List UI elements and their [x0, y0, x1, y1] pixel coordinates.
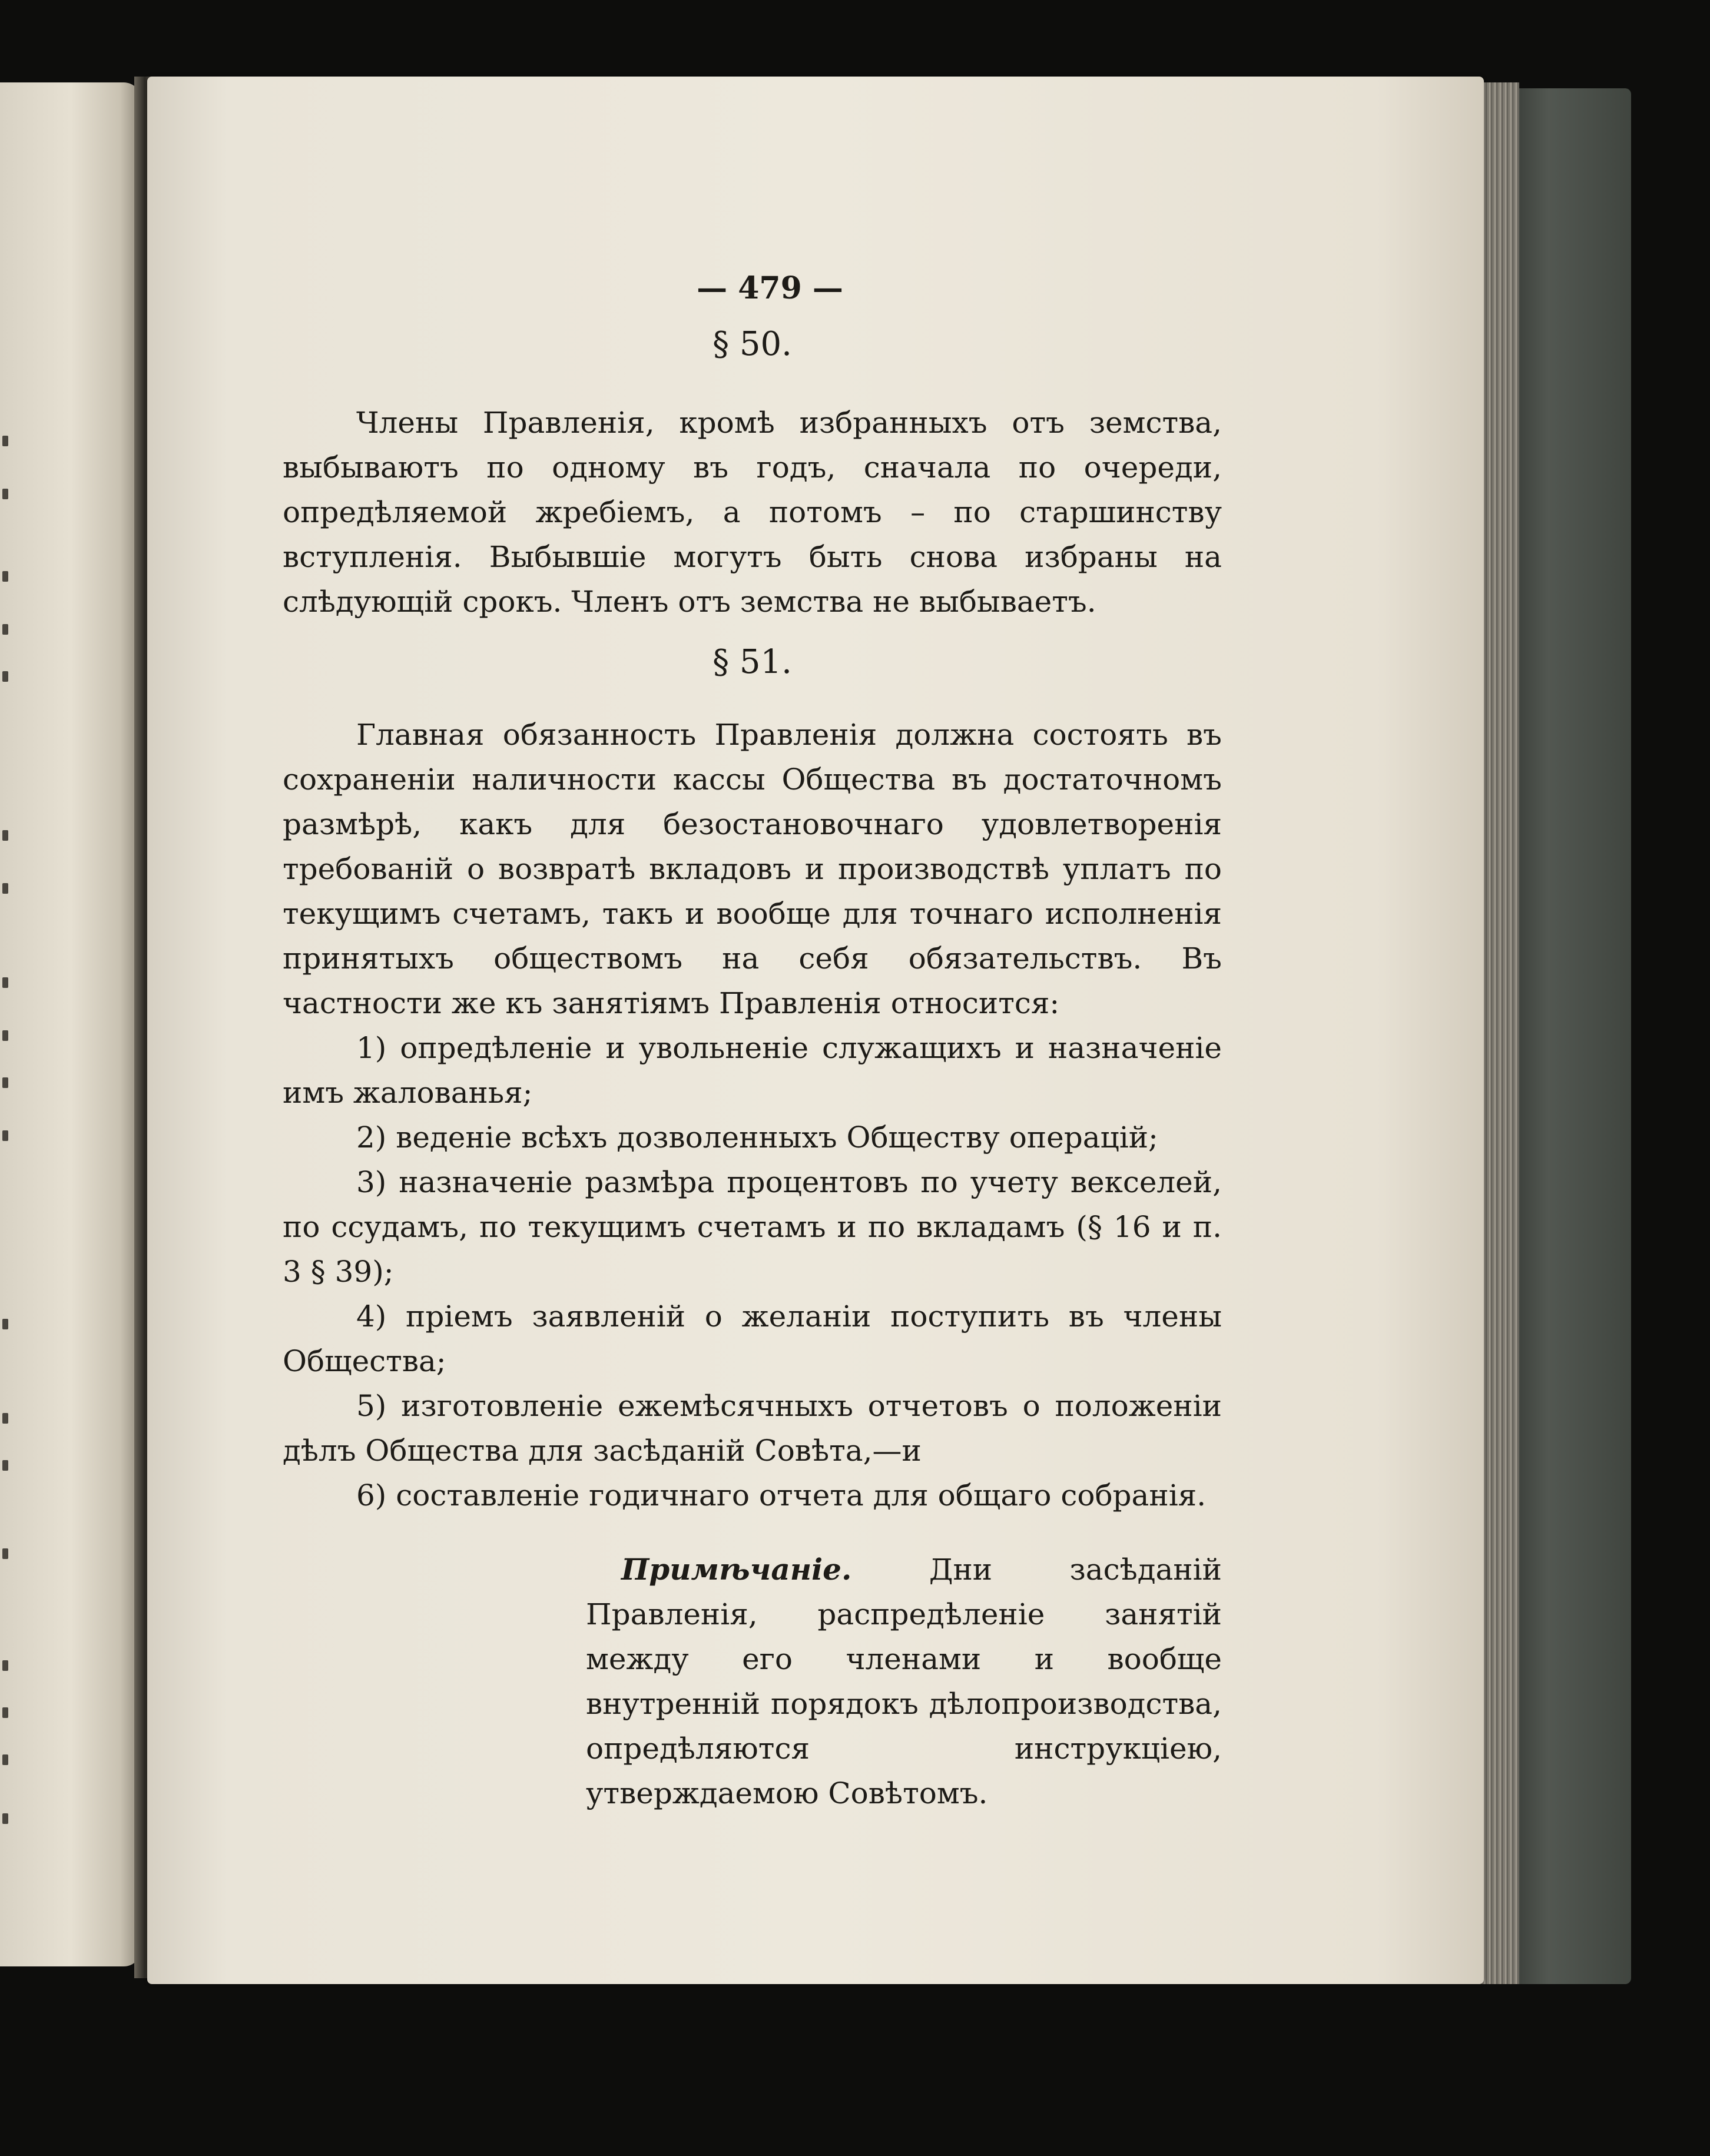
left-page-text-fragment: [2, 671, 8, 682]
left-page-text-fragment: [2, 1319, 8, 1329]
list-item-1: 1) опредѣленіе и увольненіе служащихъ и назначеніе имъ жалованья;: [283, 1031, 1222, 1110]
page-number: — 479 —: [697, 270, 843, 306]
left-page-text-fragment: [2, 1548, 8, 1559]
left-facing-page: [0, 82, 141, 1966]
left-page-text-fragment: [2, 977, 8, 988]
note-text: Дни засѣданій Правленія, распредѣленіе занятій между его членами и вообще внутренній порядокъ дѣлопроизводства, опредѣляются инструкціею, утверждаемою Совѣтомъ.: [586, 1553, 1222, 1810]
left-page-text-fragment: [2, 1813, 8, 1824]
left-page-text-fragment: [2, 624, 8, 635]
left-page-text-fragment: [2, 1130, 8, 1141]
list-item-4: 4) пріемъ заявленій о желаніи поступить въ члены Общества;: [283, 1299, 1222, 1378]
left-page-text-fragment: [2, 1030, 8, 1041]
left-page-text-fragment: [2, 1707, 8, 1718]
left-page-text-fragment: [2, 1460, 8, 1471]
list-item-6: 6) составленіе годичнаго отчета для общаго собранія.: [356, 1478, 1207, 1512]
left-page-text-fragment: [2, 1077, 8, 1088]
left-page-text-fragment: [2, 1660, 8, 1671]
left-page-text-fragment: [2, 571, 8, 582]
list-item-2: 2) веденіе всѣхъ дозволенныхъ Обществу операцій;: [356, 1120, 1158, 1155]
note-label: Примѣчаніе.: [621, 1552, 852, 1587]
left-page-text-fragment: [2, 830, 8, 841]
left-page-text-fragment: [2, 1413, 8, 1424]
section-50-text: Члены Правленія, кромѣ избранныхъ отъ земства, выбываютъ по одному въ годъ, сначала по очереди, опредѣляемой жребіемъ, а потомъ – по старшинству вступленія. Выбывшіе могутъ быть снова избраны на слѣдующій срокъ. Членъ отъ земства не выбываетъ.: [283, 406, 1222, 619]
left-page-text-fragment: [2, 883, 8, 894]
left-page-text-fragment: [2, 1754, 8, 1765]
section-51-heading: § 51.: [712, 643, 792, 681]
left-page-text-fragment: [2, 436, 8, 446]
list-item-3: 3) назначеніе размѣра процентовъ по учету векселей, по ссудамъ, по текущимъ счетамъ и по вкладамъ (§ 16 и п. 3 § 39);: [283, 1165, 1222, 1289]
section-50-heading: § 50.: [712, 325, 792, 363]
book-cover: [1513, 88, 1631, 1984]
left-page-text-fragment: [2, 489, 8, 499]
list-item-5: 5) изготовленіе ежемѣсячныхъ отчетовъ о положеніи дѣлъ Общества для засѣданій Совѣта,—и: [283, 1389, 1222, 1468]
page-text: [283, 265, 1222, 1845]
section-51-text: Главная обязанность Правленія должна состоять въ сохраненіи наличности кассы Общества въ достаточномъ размѣрѣ, какъ для безостановочнаго удовлетворенія требованій о возвратѣ вкладовъ и производствѣ уплатъ по текущимъ счетамъ, такъ и вообще для точнаго исполненія принятыхъ обществомъ на себя обязательствъ. Въ частности же къ занятіямъ Правленія относится:: [283, 718, 1222, 1020]
note: [586, 1547, 1222, 1816]
